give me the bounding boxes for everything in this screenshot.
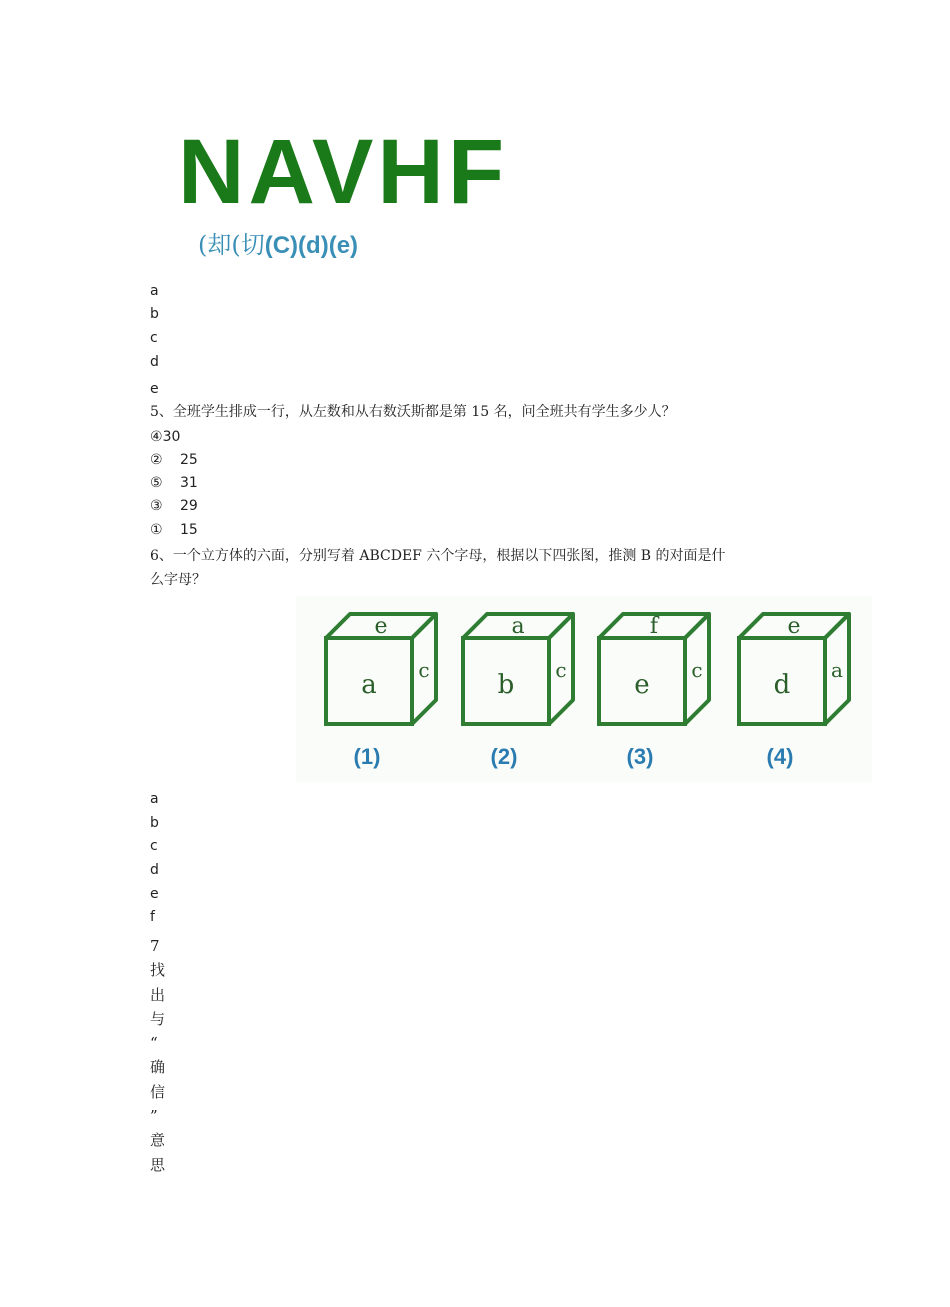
cube-top-letter: e [374, 614, 388, 639]
cube-2 [463, 614, 573, 769]
cube-1 [326, 614, 436, 769]
cube-top-letter: f [649, 614, 659, 639]
question-5: 5、全班学生排成一行，从左数和从右数沃斯都是第 15 名，问全班共有学生多少人？ [150, 404, 676, 420]
q5-option-mark: ⑤ [150, 475, 163, 491]
list1-item: c [150, 330, 158, 346]
cube-front-letter: d [773, 670, 791, 700]
q5-option-value: 15 [180, 522, 198, 538]
q7-char: 找 [150, 961, 166, 980]
cube-side-letter: c [418, 658, 430, 682]
q7-char: 7 [150, 937, 160, 955]
list2-item: c [150, 838, 158, 854]
q5-option [150, 449, 198, 472]
q5-option [150, 519, 198, 542]
cube-label: (4) [766, 744, 794, 769]
cube-figure [296, 596, 872, 782]
q7-char: 出 [150, 985, 166, 1004]
cube-side-letter: a [831, 658, 843, 682]
list1-item: a [150, 283, 159, 299]
cube-front-letter: e [634, 670, 650, 700]
q5-option [150, 472, 198, 495]
q5-option-mark: ④ [150, 429, 163, 445]
list2-item: d [150, 862, 159, 878]
list1-item: d [150, 354, 159, 370]
cube-label: (1) [353, 744, 381, 769]
cube-top-letter: a [511, 614, 525, 639]
q5-option-value: 25 [180, 452, 198, 468]
page-title: NAVHF [178, 121, 509, 223]
q5-option-value: 29 [180, 498, 198, 514]
cube-front-letter: b [497, 670, 515, 700]
q7-char: 思 [150, 1155, 166, 1174]
list2-item: e [150, 886, 159, 902]
q5-option-value: 31 [180, 475, 198, 491]
subtitle-cjk: (却(切 [198, 231, 265, 259]
q7-char: 意 [150, 1131, 166, 1150]
q5-option-mark: ② [150, 452, 163, 468]
cube-4 [739, 614, 849, 769]
cube-3 [599, 614, 709, 769]
question-6-line2: 么字母？ [150, 572, 206, 588]
q7-char: 信 [150, 1082, 166, 1101]
q5-option [150, 495, 198, 518]
cube-side-letter: c [691, 658, 703, 682]
cube-label: (2) [490, 744, 518, 769]
q5-option-mark: ③ [150, 498, 163, 514]
question-7-vertical [150, 934, 165, 1177]
cube-front-letter: a [361, 670, 377, 700]
list2-item: a [150, 791, 159, 807]
list1-item: e [150, 381, 159, 397]
q7-char: 确 [150, 1058, 166, 1077]
cube-top-letter: e [787, 614, 801, 639]
q5-option-value: 30 [162, 429, 181, 445]
cube-side-letter: c [555, 658, 567, 682]
list1-item: b [150, 306, 159, 322]
q5-option [150, 426, 180, 449]
q5-option-mark: ① [150, 522, 163, 538]
list2-item: b [150, 815, 159, 831]
q7-char: ” [150, 1107, 158, 1126]
subtitle-latin: (C)(d)(e) [264, 232, 359, 259]
cube-figure-svg [296, 596, 872, 782]
cube-label: (3) [626, 744, 654, 769]
list2-item: f [150, 909, 155, 925]
q7-char: “ [150, 1034, 158, 1053]
subtitle [198, 228, 358, 263]
question-6-line1: 6、一个立方体的六面，分别写着 ABCDEF 六个字母，根据以下四张图，推测 B 的对面是什 [150, 548, 726, 564]
q7-char: 与 [150, 1009, 166, 1028]
